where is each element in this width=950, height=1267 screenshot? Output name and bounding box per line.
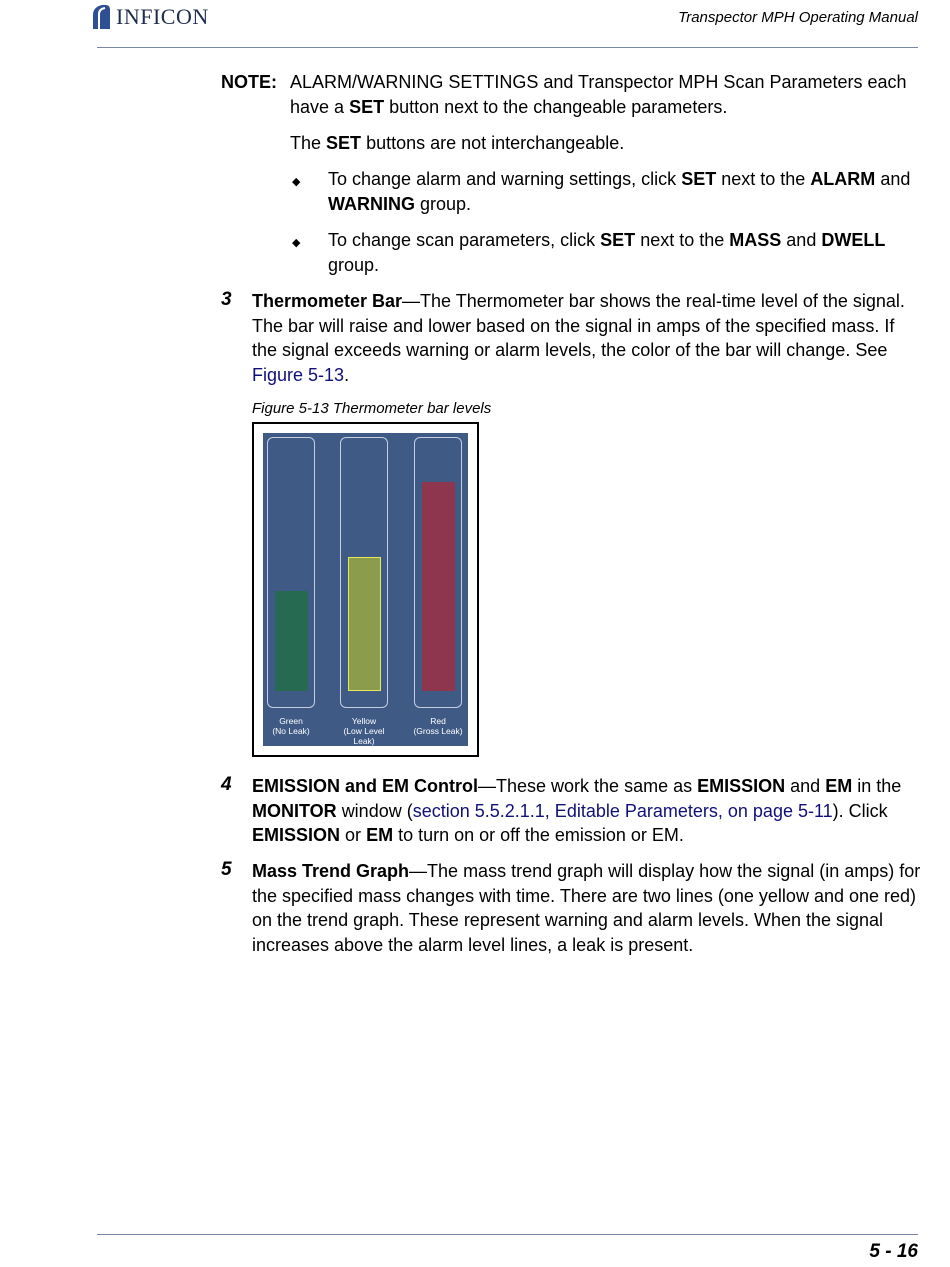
note-text: The: [290, 133, 322, 153]
note-bullet-1: To change alarm and warning settings, click SET next to the ALARM and WARNING group.: [328, 169, 911, 214]
logo-text: INFICON: [116, 4, 209, 29]
bullet-diamond-icon: ◆: [292, 237, 301, 249]
item-number: 4: [221, 774, 232, 795]
note-text: button next to the changeable parameters.: [389, 96, 728, 117]
item-number: 3: [221, 289, 232, 310]
footer-rule: [97, 1234, 918, 1235]
item-emission-em-control: EMISSION and EM Control—These work the same as EMISSION and EM in the MONITOR window (section 5.5.2.1.1, Editable Parameters, on page 5-11). Click EMISSION or EM to turn on or off the emission or EM.: [252, 776, 902, 845]
thermometer-label-green: Green (No Leak): [272, 716, 310, 736]
note-paragraph-2: [290, 131, 920, 156]
note-label: NOTE:: [221, 72, 277, 92]
thermometer-label-red: Red (Gross Leak): [413, 716, 463, 736]
figure-link[interactable]: Figure 5-13: [252, 364, 345, 385]
item-title: EMISSION and EM Control: [252, 776, 479, 796]
thermometer-tube-yellow: [340, 437, 388, 708]
thermometer-tube-green: [267, 437, 315, 708]
thermometer-fill-green: [275, 591, 308, 691]
set-keyword: SET: [349, 96, 385, 117]
section-link[interactable]: section 5.5.2.1.1, Editable Parameters, on page 5-11: [412, 800, 833, 821]
item-number: 5: [221, 859, 232, 880]
page-number: 5 - 16: [869, 1241, 918, 1262]
thermometer-fill-yellow: [348, 557, 381, 691]
set-keyword: SET: [326, 133, 362, 153]
header-title: Transpector MPH Operating Manual: [678, 9, 918, 26]
inficon-logo: [90, 2, 209, 32]
thermometer-fill-red: [422, 482, 455, 691]
inficon-logo-icon: [90, 3, 114, 31]
thermometer-figure: [252, 422, 479, 757]
figure-panel: [263, 433, 468, 746]
note-paragraph-1: [290, 70, 920, 119]
note-bullet-2: To change scan parameters, click SET next to the MASS and DWELL group.: [328, 230, 886, 275]
thermometer-label-yellow: Yellow (Low Level Leak): [343, 716, 385, 746]
header-rule: [97, 47, 918, 48]
note-text: ALARM/WARNING SETTINGS and Transpector MPH Scan Parameters each have a: [290, 72, 907, 117]
item-title: Mass Trend Graph: [252, 861, 410, 881]
item-mass-trend-graph: Mass Trend Graph—The mass trend graph will display how the signal (in amps) for the specified mass changes with time. There are two lines (one yellow and one red) on the trend graph. These represent warning and alarm levels. When the signal increases above the alarm level lines, a leak is present.: [252, 861, 921, 955]
thermometer-tube-red: [414, 437, 462, 708]
figure-caption: Figure 5-13 Thermometer bar levels: [252, 400, 492, 417]
item-thermometer-bar: Thermometer Bar—The Thermometer bar shows the real-time level of the signal. The bar will raise and lower based on the signal in amps of the specified mass. If the signal exceeds warning or alarm levels, the color of the bar will change. See Figure 5-13.: [252, 291, 905, 385]
item-title: Thermometer Bar: [252, 291, 403, 311]
note-text: buttons are not interchangeable.: [366, 133, 625, 153]
bullet-diamond-icon: ◆: [292, 176, 301, 188]
